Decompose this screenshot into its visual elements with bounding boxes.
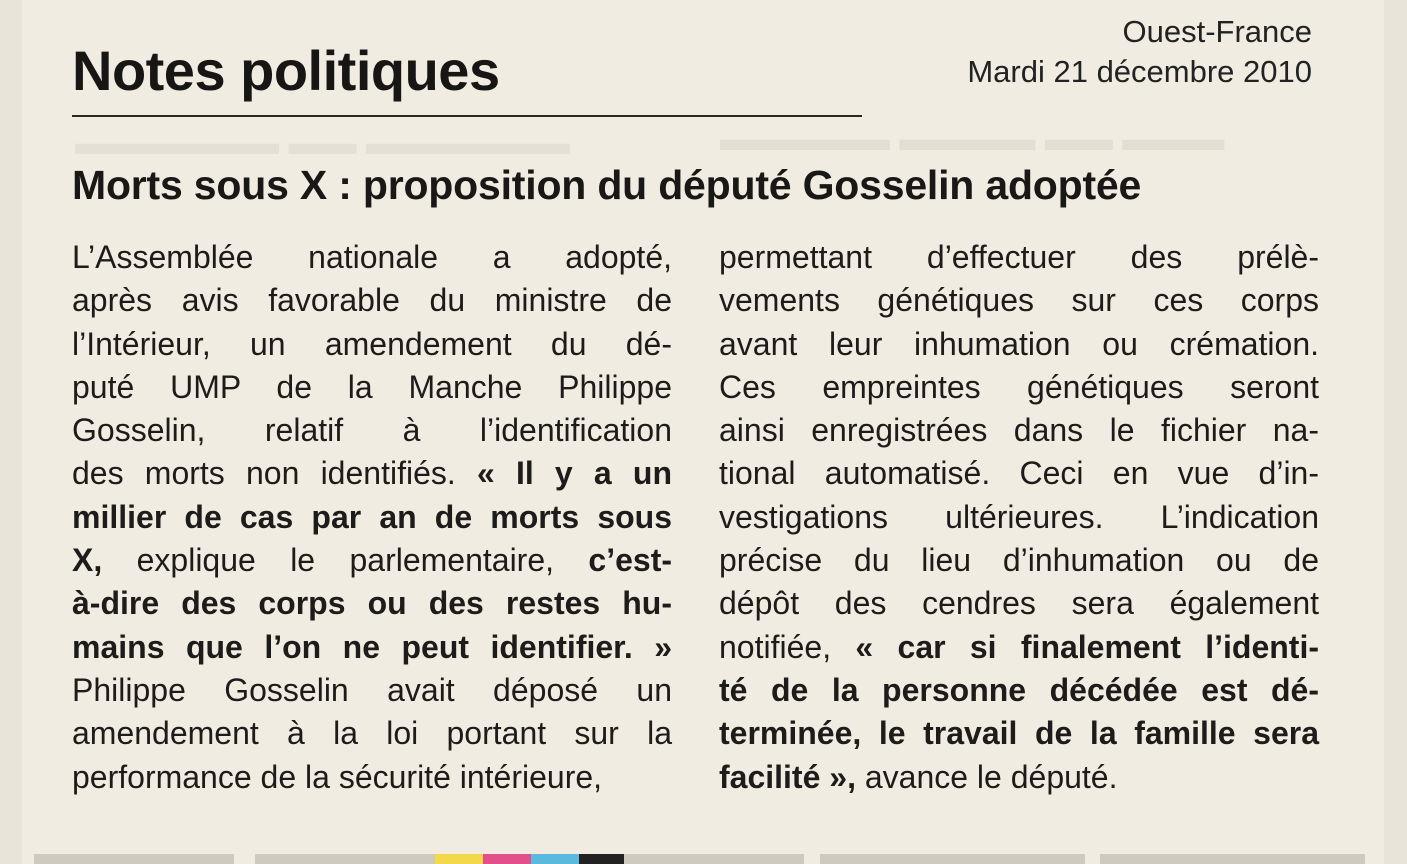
gray-mark bbox=[624, 854, 804, 864]
article-line bbox=[719, 496, 1319, 539]
magenta-swatch bbox=[483, 854, 531, 864]
newspaper-name: Ouest-France bbox=[1122, 14, 1312, 49]
article-line bbox=[72, 539, 672, 582]
article-column-right bbox=[719, 236, 1319, 816]
article-line bbox=[719, 452, 1319, 495]
gray-mark bbox=[255, 854, 435, 864]
body-text: notifiée, bbox=[719, 628, 856, 665]
black-swatch bbox=[579, 854, 624, 864]
quote-text: mains que l’on ne peut identifier. » bbox=[72, 628, 672, 665]
article-line bbox=[72, 669, 672, 712]
body-text: tional automatisé. Ceci en vue d’in- bbox=[719, 455, 1319, 492]
body-text: performance de la sécurité intérieure, bbox=[72, 758, 603, 795]
cyan-swatch bbox=[531, 854, 579, 864]
quote-text: X, bbox=[72, 542, 103, 579]
article-line bbox=[72, 236, 672, 279]
article-line bbox=[719, 756, 1319, 799]
article-line bbox=[72, 712, 672, 755]
article-line bbox=[72, 452, 672, 495]
article-line bbox=[719, 323, 1319, 366]
article-headline: Morts sous X : proposition du député Gosselin adoptée bbox=[72, 162, 1142, 208]
quote-text: à-dire des corps ou des restes hu- bbox=[72, 585, 672, 622]
body-text: ainsi enregistrées dans le fichier na- bbox=[719, 412, 1319, 449]
body-text: précise du lieu d’inhumation ou de bbox=[719, 542, 1319, 579]
article-column-left bbox=[72, 236, 672, 816]
article-line bbox=[719, 236, 1319, 279]
body-text: Ces empreintes génétiques seront bbox=[719, 368, 1319, 405]
quote-text: « car si finalement l’identi- bbox=[855, 628, 1320, 665]
article-line bbox=[719, 669, 1319, 712]
quote-text: té de la personne décédée est dé- bbox=[719, 671, 1319, 708]
body-text: amendement à la loi portant sur la bbox=[72, 715, 672, 752]
article-line bbox=[719, 279, 1319, 322]
section-rule bbox=[72, 115, 862, 117]
body-text: permettant d’effectuer des prélè- bbox=[719, 239, 1319, 275]
body-text: l’Intérieur, un amendement du dé- bbox=[72, 325, 672, 362]
article-line bbox=[719, 712, 1319, 755]
article-line bbox=[72, 279, 672, 322]
article-line bbox=[719, 582, 1319, 625]
article-line bbox=[719, 539, 1319, 582]
body-text: avance le député. bbox=[855, 758, 1118, 795]
body-text: puté UMP de la Manche Philippe bbox=[72, 368, 672, 405]
bleed-through-texture: ▬▬▬▬▬▬ ▬▬ ▬▬▬▬▬▬ bbox=[75, 124, 570, 162]
gray-mark bbox=[34, 854, 234, 864]
article-line bbox=[72, 582, 672, 625]
bleed-through-texture: ▬▬▬ ▬▬ ▬▬▬▬ ▬▬▬▬▬ bbox=[720, 120, 1225, 158]
article-line bbox=[72, 496, 672, 539]
body-text: des morts non identifiés. bbox=[72, 455, 477, 492]
masthead bbox=[967, 12, 1312, 92]
article-line bbox=[72, 409, 672, 452]
body-text: après avis favorable du ministre de bbox=[72, 282, 672, 319]
yellow-swatch bbox=[435, 854, 483, 864]
article-line bbox=[72, 323, 672, 366]
quote-text: facilité », bbox=[719, 758, 856, 795]
quote-text: c’est- bbox=[588, 542, 672, 579]
body-text: dépôt des cendres sera également bbox=[719, 585, 1319, 622]
quote-text: « Il y a un bbox=[476, 455, 672, 492]
body-text: Philippe Gosselin avait déposé un bbox=[72, 671, 672, 708]
body-text: L’Assemblée nationale a adopté, bbox=[72, 239, 672, 275]
article-line bbox=[719, 409, 1319, 452]
body-text: avant leur inhumation ou crémation. bbox=[719, 325, 1319, 362]
quote-text: millier de cas par an de morts sous bbox=[72, 498, 672, 535]
section-title: Notes politiques bbox=[72, 39, 500, 102]
publication-date: Mardi 21 décembre 2010 bbox=[967, 54, 1312, 89]
article-line bbox=[719, 366, 1319, 409]
gray-mark bbox=[820, 854, 1085, 864]
article-line bbox=[72, 366, 672, 409]
body-text: vestigations ultérieures. L’indication bbox=[719, 498, 1319, 535]
body-text: Gosselin, relatif à l’identification bbox=[72, 412, 672, 449]
article-line bbox=[72, 756, 672, 799]
gray-mark bbox=[1100, 854, 1365, 864]
print-registration-bar bbox=[0, 854, 1407, 864]
article-line bbox=[72, 626, 672, 669]
article-line bbox=[719, 626, 1319, 669]
body-text: vements génétiques sur ces corps bbox=[719, 282, 1319, 319]
body-text: explique le parlementaire, bbox=[102, 542, 589, 579]
quote-text: terminée, le travail de la famille sera bbox=[719, 715, 1319, 752]
